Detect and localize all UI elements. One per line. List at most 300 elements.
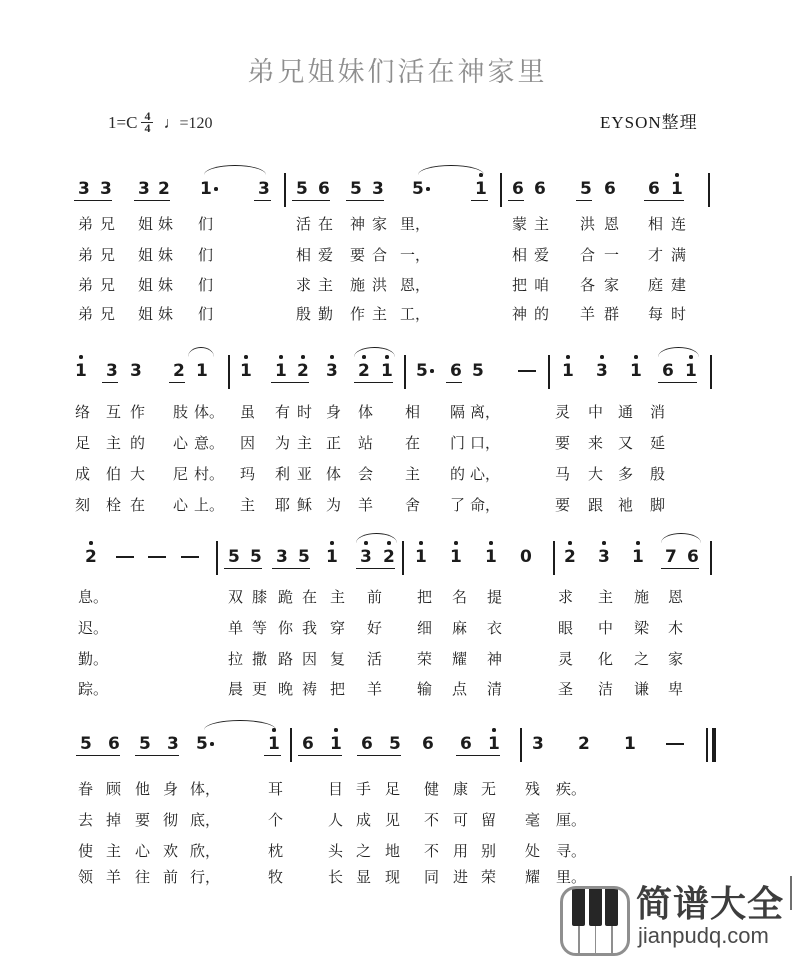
slur-tie <box>418 165 484 175</box>
lyric-syllable: 路 <box>278 651 294 668</box>
lyric-syllable: 主 <box>405 466 421 483</box>
note-digit: 5 <box>250 547 262 567</box>
note-digit: 5 <box>580 179 592 199</box>
lyric-syllable: 站 <box>358 435 374 452</box>
lyric-syllable: 勤。 <box>78 651 109 668</box>
lyric-syllable: 爱 <box>534 247 550 264</box>
note-digit: 6 <box>604 179 616 199</box>
lyric-syllable: 家 <box>372 216 388 233</box>
lyric-syllable: 目 <box>328 781 344 798</box>
lyric-syllable: 彻 <box>163 812 179 829</box>
beam-underline <box>446 382 462 383</box>
lyric-syllable: 毫 <box>525 812 541 829</box>
quarter-note-icon: ♩ <box>163 115 180 132</box>
lyric-syllable: 时 <box>671 306 687 323</box>
lyric-syllable: 往 <box>135 869 151 886</box>
lyric-syllable: 家 <box>668 651 684 668</box>
note-digit: 6 <box>422 734 434 754</box>
lyric-syllable: 恩 <box>604 216 620 233</box>
lyric-syllable: 跟 <box>588 497 604 514</box>
lyric-syllable: 咱 <box>534 277 550 294</box>
lyric-syllable: 双 <box>228 589 244 606</box>
lyric-syllable: 施 <box>350 277 366 294</box>
note-digit: 1 <box>632 547 644 567</box>
lyric-syllable: 主 <box>372 306 388 323</box>
note-digit: 1 <box>624 734 636 754</box>
lyric-syllable: 灵 <box>555 404 571 421</box>
lyric-syllable: 木 <box>668 620 684 637</box>
note-digit: 1 <box>381 361 393 381</box>
lyric-syllable: 别 <box>481 843 497 860</box>
lyric-syllable: 门 <box>450 435 466 452</box>
lyric-syllable: 伯 <box>106 466 122 483</box>
barline <box>553 541 555 575</box>
lyric-syllable: 们 <box>198 247 214 264</box>
lyric-syllable: 弟 <box>78 247 94 264</box>
lyric-syllable: 妹 <box>158 216 174 233</box>
lyric-syllable: 离， <box>470 404 501 421</box>
note-digit: 1 <box>415 547 427 567</box>
note-digit: 1 <box>200 179 212 199</box>
lyric-syllable: 灵 <box>558 651 574 668</box>
lyric-syllable: 不 <box>424 812 440 829</box>
lyric-syllable: 有 <box>275 404 291 421</box>
slur-tie <box>658 347 699 357</box>
lyric-syllable: 在 <box>130 497 146 514</box>
lyric-syllable: 羊 <box>358 497 374 514</box>
lyric-syllable: 祷 <box>302 681 318 698</box>
note-digit: 2 <box>564 547 576 567</box>
octave-dot <box>330 541 334 545</box>
lyric-syllable: 他 <box>135 781 151 798</box>
beam-underline <box>357 755 401 756</box>
barline <box>520 728 522 762</box>
lyric-syllable: 恩 <box>668 589 684 606</box>
lyric-syllable: 圣 <box>558 681 574 698</box>
lyric-syllable: 心 <box>135 843 151 860</box>
lyric-syllable: 把 <box>330 681 346 698</box>
lyric-syllable: 时 <box>297 404 313 421</box>
duration-dash <box>181 556 199 558</box>
barline <box>284 173 286 207</box>
lyric-syllable: 的 <box>130 435 146 452</box>
lyric-syllable: 会 <box>358 466 374 483</box>
beam-underline <box>471 200 488 201</box>
note-digit: 5 <box>389 734 401 754</box>
lyric-syllable: 兄 <box>100 247 116 264</box>
lyric-syllable: 来 <box>588 435 604 452</box>
lyric-syllable: 要 <box>350 247 366 264</box>
note-digit: 1 <box>450 547 462 567</box>
lyric-syllable: 残 <box>525 781 541 798</box>
lyric-syllable: 输 <box>417 681 433 698</box>
barline <box>548 355 550 389</box>
note-digit: 5 <box>296 179 308 199</box>
lyric-syllable: 相 <box>512 247 528 264</box>
lyric-syllable: 梁 <box>634 620 650 637</box>
duration-dot <box>426 187 430 191</box>
lyric-syllable: 为 <box>326 497 342 514</box>
lyric-syllable: 亚 <box>297 466 313 483</box>
beam-underline <box>272 568 310 569</box>
lyric-syllable: 要 <box>135 812 151 829</box>
lyric-syllable: 多 <box>618 466 634 483</box>
lyric-syllable: 足 <box>75 435 91 452</box>
lyric-syllable: 跪 <box>278 589 294 606</box>
beam-underline <box>661 568 699 569</box>
beam-underline <box>658 382 697 383</box>
note-digit: 1 <box>75 361 87 381</box>
lyric-syllable: 牧 <box>268 869 284 886</box>
duration-dash <box>148 556 166 558</box>
lyric-syllable: 相 <box>648 216 664 233</box>
lyric-syllable: 晨 <box>228 681 244 698</box>
lyric-syllable: 弟 <box>78 277 94 294</box>
note-digit: 2 <box>173 361 185 381</box>
lyric-syllable: 了 <box>450 497 466 514</box>
lyric-syllable: 踪。 <box>78 681 109 698</box>
beam-underline <box>135 755 179 756</box>
duration-dot <box>214 187 218 191</box>
lyric-syllable: 上。 <box>194 497 225 514</box>
note-digit: 6 <box>534 179 546 199</box>
note-digit: 3 <box>326 361 338 381</box>
note-digit: 1 <box>685 361 697 381</box>
octave-dot <box>602 541 606 545</box>
lyric-syllable: 马 <box>555 466 571 483</box>
note-digit: 5 <box>139 734 151 754</box>
lyric-syllable: 底， <box>190 812 221 829</box>
note-digit: 5 <box>472 361 484 381</box>
lyric-syllable: 地 <box>385 843 401 860</box>
barline <box>290 728 292 762</box>
lyric-syllable: 同 <box>424 869 440 886</box>
lyric-syllable: 们 <box>198 277 214 294</box>
note-digit: 6 <box>648 179 660 199</box>
lyric-syllable: 主 <box>297 435 313 452</box>
lyric-syllable: 玛 <box>240 466 256 483</box>
lyric-syllable: 求 <box>296 277 312 294</box>
note-digit: 1 <box>240 361 252 381</box>
octave-dot <box>600 355 604 359</box>
lyric-syllable: 心， <box>470 466 501 483</box>
lyric-syllable: 我 <box>302 620 318 637</box>
lyric-syllable: 利 <box>275 466 291 483</box>
lyric-syllable: 见 <box>385 812 401 829</box>
lyric-syllable: 姐 <box>138 216 154 233</box>
lyric-syllable: 兄 <box>100 277 116 294</box>
lyric-syllable: 晚 <box>278 681 294 698</box>
note-digit: 5 <box>80 734 92 754</box>
time-signature-denominator: 4 <box>144 121 151 135</box>
duration-dash <box>116 556 134 558</box>
lyric-syllable: 羊 <box>367 681 383 698</box>
note-digit: 3 <box>360 547 372 567</box>
lyric-syllable: 洁 <box>598 681 614 698</box>
lyric-syllable: 栓 <box>106 497 122 514</box>
lyric-syllable: 复 <box>330 651 346 668</box>
lyric-syllable: 因 <box>240 435 256 452</box>
lyric-syllable: 相 <box>296 247 312 264</box>
key-tonic: 1=C <box>108 113 138 132</box>
lyric-syllable: 妹 <box>158 306 174 323</box>
lyric-syllable: 用 <box>453 843 469 860</box>
lyric-syllable: 村。 <box>194 466 225 483</box>
lyric-syllable: 们 <box>198 216 214 233</box>
octave-dot <box>334 728 338 732</box>
lyric-syllable: 建 <box>671 277 687 294</box>
lyric-syllable: 卑 <box>668 681 684 698</box>
lyric-syllable: 神 <box>487 651 503 668</box>
lyric-syllable: 穿 <box>330 620 346 637</box>
lyric-syllable: 才 <box>648 247 664 264</box>
beam-underline <box>264 755 281 756</box>
note-digit: 1 <box>330 734 342 754</box>
watermark-text <box>636 884 795 948</box>
lyric-syllable: 每 <box>648 306 664 323</box>
lyric-syllable: 单 <box>228 620 244 637</box>
beam-underline <box>356 568 395 569</box>
note-digit: 3 <box>78 179 90 199</box>
barline <box>404 355 406 389</box>
lyric-syllable: 弟 <box>78 216 94 233</box>
lyric-syllable: 隔 <box>450 404 466 421</box>
lyric-syllable: 相 <box>405 404 421 421</box>
lyric-syllable: 顾 <box>106 781 122 798</box>
lyric-syllable: 之 <box>356 843 372 860</box>
beam-underline <box>76 755 120 756</box>
duration-dot <box>430 369 434 373</box>
lyric-syllable: 欢 <box>163 843 179 860</box>
lyric-syllable: 主 <box>240 497 256 514</box>
lyric-syllable: 手 <box>356 781 372 798</box>
beam-underline <box>644 200 684 201</box>
lyric-syllable: 姐 <box>138 277 154 294</box>
lyric-syllable: 耀 <box>525 869 541 886</box>
beam-underline <box>354 382 393 383</box>
lyric-syllable: 进 <box>453 869 469 886</box>
barline <box>710 541 712 575</box>
beam-underline <box>74 200 112 201</box>
lyric-syllable: 康 <box>453 781 469 798</box>
lyric-syllable: 神 <box>350 216 366 233</box>
lyric-syllable: 化 <box>598 651 614 668</box>
lyric-syllable: 祂 <box>618 497 634 514</box>
lyric-syllable: 把 <box>512 277 528 294</box>
note-digit: 2 <box>383 547 395 567</box>
note-digit: 3 <box>167 734 179 754</box>
lyric-syllable: 现 <box>385 869 401 886</box>
lyric-syllable: 工， <box>400 306 431 323</box>
note-digit: 6 <box>687 547 699 567</box>
slur-tie <box>356 533 397 543</box>
lyric-syllable: 庭 <box>648 277 664 294</box>
tempo-value: =120 <box>179 115 213 132</box>
lyric-syllable: 行， <box>190 869 221 886</box>
barline <box>402 541 404 575</box>
lyric-syllable: 主 <box>318 277 334 294</box>
note-digit: 1 <box>275 361 287 381</box>
lyric-syllable: 寻。 <box>556 843 587 860</box>
lyric-syllable: 肢 <box>173 404 189 421</box>
lyric-syllable: 主 <box>106 435 122 452</box>
lyric-syllable: 一 <box>604 247 620 264</box>
note-digit: 6 <box>318 179 330 199</box>
note-digit: 6 <box>662 361 674 381</box>
lyric-syllable: 口， <box>470 435 501 452</box>
lyric-syllable: 耶 <box>275 497 291 514</box>
beam-underline <box>292 200 330 201</box>
piano-keys-icon <box>560 886 630 956</box>
note-digit: 5 <box>412 179 424 199</box>
lyric-syllable: 满 <box>671 247 687 264</box>
lyric-syllable: 在 <box>318 216 334 233</box>
lyric-syllable: 殷 <box>296 306 312 323</box>
note-digit: 2 <box>578 734 590 754</box>
lyric-syllable: 姐 <box>138 306 154 323</box>
lyric-syllable: 妹 <box>158 277 174 294</box>
lyric-syllable: 个 <box>268 812 284 829</box>
lyric-syllable: 们 <box>198 306 214 323</box>
octave-dot <box>675 173 679 177</box>
slur-tie <box>204 720 276 730</box>
lyric-syllable: 求 <box>558 589 574 606</box>
lyric-syllable: 在 <box>405 435 421 452</box>
octave-dot <box>568 541 572 545</box>
barline <box>708 173 710 207</box>
lyric-syllable: 蒙 <box>512 216 528 233</box>
beam-underline <box>224 568 262 569</box>
lyric-syllable: 点 <box>452 681 468 698</box>
octave-dot <box>634 355 638 359</box>
note-digit: 6 <box>108 734 120 754</box>
note-digit: 6 <box>450 361 462 381</box>
lyric-syllable: 洪 <box>372 277 388 294</box>
lyric-syllable: 刻 <box>75 497 91 514</box>
lyric-syllable: 头 <box>328 843 344 860</box>
lyric-syllable: 又 <box>618 435 634 452</box>
lyric-syllable: 一， <box>400 247 431 264</box>
octave-dot <box>79 355 83 359</box>
lyric-syllable: 体， <box>190 781 221 798</box>
lyric-syllable: 连 <box>671 216 687 233</box>
lyric-syllable: 合 <box>372 247 388 264</box>
octave-dot <box>419 541 423 545</box>
lyric-syllable: 主 <box>534 216 550 233</box>
lyric-syllable: 姐 <box>138 247 154 264</box>
lyric-syllable: 去 <box>78 812 94 829</box>
note-digit: 6 <box>512 179 524 199</box>
note-digit: 6 <box>361 734 373 754</box>
note-digit: 0 <box>520 547 532 567</box>
beam-underline <box>576 200 592 201</box>
beam-underline <box>456 755 500 756</box>
lyric-syllable: 中 <box>598 620 614 637</box>
lyric-syllable: 清 <box>487 681 503 698</box>
slur-tie <box>188 347 214 357</box>
lyric-syllable: 弟 <box>78 306 94 323</box>
note-digit: 2 <box>158 179 170 199</box>
note-digit: 1 <box>671 179 683 199</box>
lyric-syllable: 厘。 <box>556 812 587 829</box>
lyric-syllable: 前 <box>367 589 383 606</box>
lyric-syllable: 前 <box>163 869 179 886</box>
lyric-syllable: 之 <box>634 651 650 668</box>
lyric-syllable: 活 <box>367 651 383 668</box>
note-digit: 3 <box>138 179 150 199</box>
lyric-syllable: 主 <box>598 589 614 606</box>
beam-underline <box>254 200 271 201</box>
lyric-syllable: 成 <box>356 812 372 829</box>
note-digit: 5 <box>416 361 428 381</box>
lyric-syllable: 因 <box>302 651 318 668</box>
lyric-syllable: 等 <box>252 620 268 637</box>
note-digit: 3 <box>258 179 270 199</box>
lyric-syllable: 主 <box>106 843 122 860</box>
note-digit: 5 <box>196 734 208 754</box>
lyric-syllable: 命， <box>470 497 501 514</box>
lyric-syllable: 主 <box>330 589 346 606</box>
lyric-syllable: 的 <box>450 466 466 483</box>
lyric-syllable: 麻 <box>452 620 468 637</box>
watermark-site-url: jianpudq.com <box>638 923 769 948</box>
octave-dot <box>279 355 283 359</box>
lyric-syllable: 不 <box>424 843 440 860</box>
lyric-syllable: 恩， <box>400 277 431 294</box>
black-key <box>572 889 585 926</box>
note-digit: 3 <box>130 361 142 381</box>
lyric-syllable: 你 <box>278 620 294 637</box>
lyric-syllable: 要 <box>555 497 571 514</box>
lyric-syllable: 可 <box>453 812 469 829</box>
lyric-syllable: 眼 <box>558 620 574 637</box>
lyric-syllable: 长 <box>328 869 344 886</box>
beam-underline <box>508 200 524 201</box>
lyric-syllable: 体。 <box>194 404 225 421</box>
lyric-syllable: 舍 <box>405 497 421 514</box>
lyric-syllable: 正 <box>326 435 342 452</box>
lyric-syllable: 无 <box>481 781 497 798</box>
lyric-syllable: 欣， <box>190 843 221 860</box>
lyric-syllable: 成 <box>75 466 91 483</box>
beam-underline <box>346 200 384 201</box>
lyric-syllable: 在 <box>302 589 318 606</box>
lyric-syllable: 互 <box>106 404 122 421</box>
note-digit: 1 <box>196 361 208 381</box>
beam-underline <box>134 200 170 201</box>
lyric-syllable: 脚 <box>650 497 666 514</box>
note-digit: 1 <box>475 179 487 199</box>
lyric-syllable: 心 <box>173 497 189 514</box>
note-digit: 1 <box>562 361 574 381</box>
octave-dot <box>89 541 93 545</box>
lyric-syllable: 为 <box>275 435 291 452</box>
note-digit: 6 <box>302 734 314 754</box>
lyric-syllable: 兄 <box>100 216 116 233</box>
lyric-syllable: 殷 <box>650 466 666 483</box>
slur-tie <box>204 165 266 175</box>
lyric-syllable: 耀 <box>452 651 468 668</box>
lyric-syllable: 把 <box>417 589 433 606</box>
lyric-syllable: 羊 <box>580 306 596 323</box>
lyric-syllable: 更 <box>252 681 268 698</box>
black-key <box>605 889 618 926</box>
lyric-syllable: 体 <box>358 404 374 421</box>
lyric-syllable: 留 <box>481 812 497 829</box>
note-digit: 2 <box>85 547 97 567</box>
duration-dash <box>666 743 684 745</box>
time-signature-numerator: 4 <box>141 111 153 123</box>
